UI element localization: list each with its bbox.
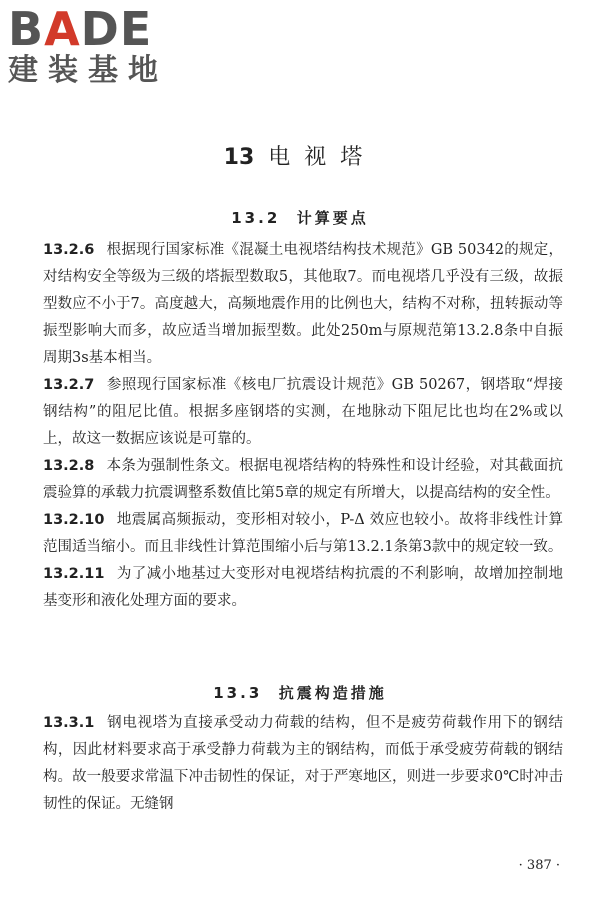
section-13-3-body <box>43 710 563 818</box>
chapter-title <box>0 140 600 171</box>
section-heading-13-2: 13.2 计算要点 <box>231 209 369 227</box>
clause-13-2-8: 13.2.8 本条为强制性条文。根据电视塔结构的特殊性和设计经验，对其截面抗震验算的承载力抗震调整系数值比第5章的规定有所增大，以提高结构的安全性。 <box>43 458 563 501</box>
section-heading-13-3: 13.3 抗震构造措施 <box>213 684 387 702</box>
logo-subtitle: 建装基地 <box>8 53 168 88</box>
publisher-logo <box>8 2 178 88</box>
page-number: · 387 · <box>518 858 560 873</box>
chapter-number: 13 <box>223 145 255 170</box>
section-13-2-body <box>43 237 563 615</box>
clause-13-3-1: 13.3.1 钢电视塔为直接承受动力荷载的结构，但不是疲劳荷载作用下的钢结构，因此材料要求高于承受静力荷载为主的钢结构，而低于承受疲劳荷载的钢结构。故一般要求常温下冲击韧性的保证，对于严寒地区，则进一步要求0℃时冲击韧性的保证。无缝钢 <box>43 715 563 812</box>
clause-13-2-10: 13.2.10 地震属高频振动，变形相对较小，P-Δ 效应也较小。故将非线性计算范围适当缩小。而且非线性计算范围缩小后与第13.2.1条第3款中的规定较一致。 <box>43 512 563 555</box>
clause-13-2-11: 13.2.11 为了减小地基过大变形对电视塔结构抗震的不利影响，故增加控制地基变形和液化处理方面的要求。 <box>43 566 563 609</box>
chapter-name: 电视塔 <box>268 145 377 170</box>
clause-13-2-6: 13.2.6 根据现行国家标准《混凝土电视塔结构技术规范》GB 50342的规定，对结构安全等级为三级的塔振型数取5，其他取7。而电视塔几乎没有三级，故振型数应不小于7。高度越大，高频地震作用的比例也大，结构不对称，扭转振动等振型影响大而多，故应适当增加振型数。此处250m与原规范第13.2.8条中自振周期3s基本相当。 <box>43 242 563 366</box>
clause-13-2-7: 13.2.7 参照现行国家标准《核电厂抗震设计规范》GB 50267，钢塔取“焊接钢结构”的阻尼比值。根据多座钢塔的实测，在地脉动下阻尼比也均在2%或以上，故这一数据应该说是可靠的。 <box>43 377 563 447</box>
logo-wordmark: BADE <box>8 2 153 56</box>
